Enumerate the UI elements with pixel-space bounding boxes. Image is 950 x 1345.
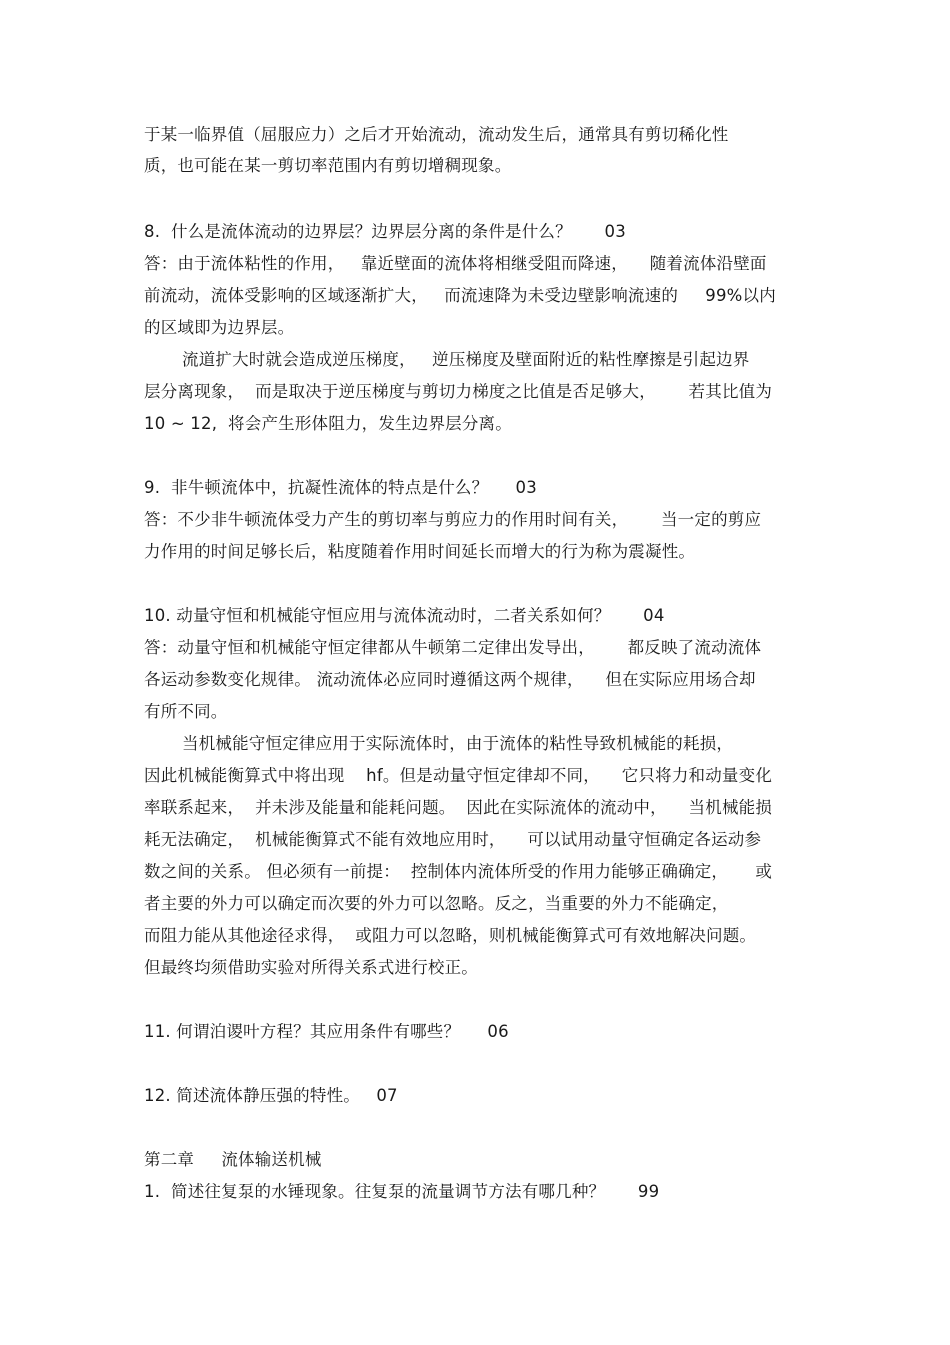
answer-line: 答：动量守恒和机械能守恒定律都从牛顿第二定律出发导出， 都反映了流动流体 — [144, 638, 762, 657]
text-line: 但最终均须借助实验对所得关系式进行校正。 — [144, 958, 478, 977]
text-line: 有所不同。 — [144, 702, 228, 721]
text-line: 的区域即为边界层。 — [144, 318, 295, 337]
text-line: 力作用的时间足够长后，粘度随着作用时间延长而增大的行为称为震凝性。 — [144, 542, 696, 561]
text-line: 者主要的外力可以确定而次要的外力可以忽略。反之，当重要的外力不能确定， — [144, 894, 729, 913]
text-line: 当机械能守恒定律应用于实际流体时，由于流体的粘性导致机械能的耗损， — [182, 734, 734, 753]
text-line: 各运动参数变化规律。 流动流体必应同时遵循这两个规律， 但在实际应用场合却 — [144, 670, 756, 689]
text-line: 层分离现象， 而是取决于逆压梯度与剪切力梯度之比值是否足够大， 若其比值为 — [144, 382, 773, 401]
question-12: 12. 简述流体静压强的特性。 07 — [144, 1086, 398, 1105]
text-line: 于某一临界值（屈服应力）之后才开始流动，流动发生后，通常具有剪切稀化性 — [144, 125, 729, 144]
text-line: 前流动，流体受影响的区域逐渐扩大， 而流速降为未受边壁影响流速的 99%以内 — [144, 286, 776, 305]
answer-line: 答：不少非牛顿流体受力产生的剪切率与剪应力的作用时间有关， 当一定的剪应 — [144, 510, 762, 529]
text-line: 而阻力能从其他途径求得， 或阻力可以忽略，则机械能衡算式可有效地解决问题。 — [144, 926, 757, 945]
question-10: 10. 动量守恒和机械能守恒应用与流体流动时，二者关系如何？ 04 — [144, 606, 665, 625]
text-line: 耗无法确定， 机械能衡算式不能有效地应用时， 可以试用动量守恒确定各运动参 — [144, 830, 762, 849]
answer-line: 答：由于流体粘性的作用， 靠近壁面的流体将相继受阻而降速， 随着流体沿壁面 — [144, 254, 767, 273]
question-11: 11. 何谓泊谡叶方程？其应用条件有哪些？ 06 — [144, 1022, 509, 1041]
chapter-heading: 第二章 流体输送机械 — [144, 1150, 322, 1169]
text-line: 流道扩大时就会造成逆压梯度， 逆压梯度及壁面附近的粘性摩擦是引起边界 — [182, 350, 750, 369]
text-line: 质，也可能在某一剪切率范围内有剪切增稠现象。 — [144, 156, 512, 175]
text-line: 率联系起来， 并未涉及能量和能耗问题。 因此在实际流体的流动中， 当机械能损 — [144, 798, 773, 817]
question-8: 8. 什么是流体流动的边界层？边界层分离的条件是什么？ 03 — [144, 222, 626, 241]
text-line: 因此机械能衡算式中将出现 hf。但是动量守恒定律却不同， 它只将力和动量变化 — [144, 766, 773, 785]
question-1: 1. 简述往复泵的水锤现象。往复泵的流量调节方法有哪几种？ 99 — [144, 1182, 660, 1201]
question-9: 9. 非牛顿流体中，抗凝性流体的特点是什么？ 03 — [144, 478, 537, 497]
text-line: 数之间的关系。 但必须有一前提： 控制体内流体所受的作用力能够正确确定， 或 — [144, 862, 773, 881]
text-line: 10 ~ 12, 将会产生形体阻力，发生边界层分离。 — [144, 414, 512, 433]
